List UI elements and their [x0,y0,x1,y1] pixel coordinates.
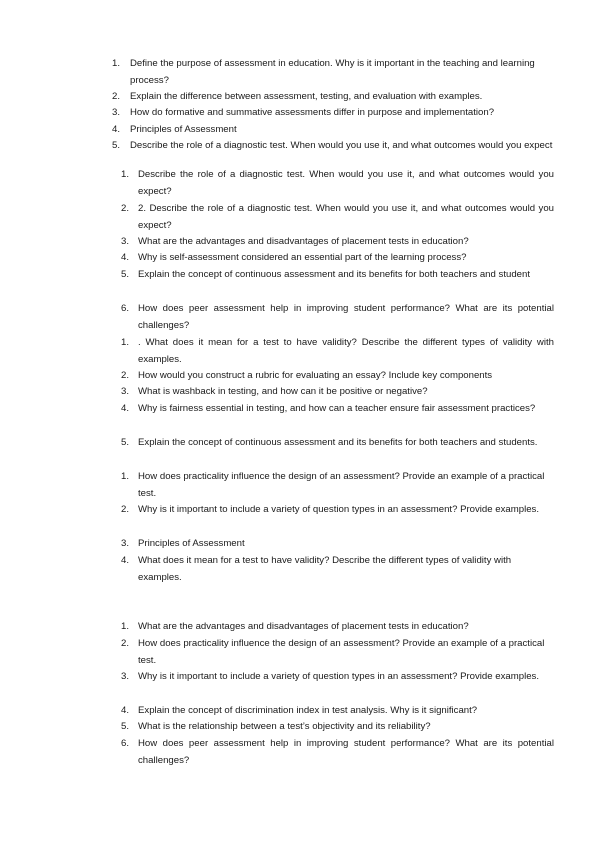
item-text: How do formative and summative assessments differ in purpose and implementation? [130,107,495,118]
item-number: 4. [112,124,121,135]
list-item [121,435,554,452]
item-number: 5. [121,721,130,732]
item-text: Principles of Assessment [130,124,237,135]
list-item [112,56,564,90]
item-text: How would you construct a rubric for evaluating an essay? Include key components [138,370,493,381]
item-text: 2. Describe the role of a diagnostic test. When would you use it, and what outcomes would you expect? [138,203,554,231]
item-text: . What does it mean for a test to have validity? Describe the different types of validity with examples. [138,337,554,365]
list-item [121,536,554,553]
item-number: 4. [121,403,130,414]
item-number: 4. [121,705,130,716]
item-text: How does peer assessment help in improving student performance? What are its potential challenges? [138,303,554,331]
item-number: 3. [112,107,121,118]
item-number: 3. [121,671,130,682]
list-item [121,703,554,720]
item-number: 3. [121,538,130,549]
item-text: Why is it important to include a variety of question types in an assessment? Provide examples. [138,504,539,515]
item-text: How does practicality influence the design of an assessment? Provide an example of a practical test. [138,471,545,499]
item-number: 5. [121,437,130,448]
item-text: What is the relationship between a test’s objectivity and its reliability? [138,721,431,732]
list-item [121,267,554,284]
list-item [121,368,554,385]
list-item [121,401,554,418]
item-text: Why is it important to include a variety of question types in an assessment? Provide examples. [138,671,539,682]
item-number: 2. [112,91,121,102]
list-item [121,502,554,519]
item-text: Why is fairness essential in testing, and how can a teacher ensure fair assessment practices? [138,403,536,414]
item-text: Principles of Assessment [138,538,245,549]
item-number: 2. [121,370,130,381]
item-text: What does it mean for a test to have validity? Describe the different types of validity with examples. [138,555,512,583]
item-text: Describe the role of a diagnostic test. When would you use it, and what outcomes would you expect [130,140,553,151]
list-item [121,335,554,369]
item-number: 6. [121,738,130,749]
list-item [121,669,554,686]
list-item [121,384,554,401]
item-text: Explain the difference between assessment, testing, and evaluation with examples. [130,91,483,102]
item-text: What are the advantages and disadvantages of placement tests in education? [138,236,469,247]
item-number: 4. [121,252,130,263]
list-item [121,201,554,235]
list-item [112,122,564,139]
item-number: 1. [121,337,130,348]
item-number: 2. [121,504,130,515]
list-item [112,138,564,155]
item-number: 6. [121,303,130,314]
list-item [112,105,564,122]
list-item [121,234,554,251]
list-item [121,736,554,770]
item-text: How does practicality influence the design of an assessment? Provide an example of a practical test. [138,638,545,666]
list-item [112,89,564,106]
item-number: 4. [121,555,130,566]
item-number: 1. [121,621,130,632]
item-text: Explain the concept of discrimination index in test analysis. Why is it significant? [138,705,478,716]
list-item [121,619,554,636]
item-text: Explain the concept of continuous assessment and its benefits for both teachers and students. [138,437,538,448]
item-text: What are the advantages and disadvantages of placement tests in education? [138,621,469,632]
list-item [121,167,554,201]
item-text: Explain the concept of continuous assessment and its benefits for both teachers and student [138,269,530,280]
item-text: What is washback in testing, and how can it be positive or negative? [138,386,428,397]
item-number: 1. [121,169,130,180]
list-item [121,469,561,503]
item-number: 1. [112,58,121,69]
list-item [121,301,554,335]
item-number: 1. [121,471,130,482]
list-item [121,250,554,267]
item-number: 3. [121,386,130,397]
item-number: 3. [121,236,130,247]
item-text: How does peer assessment help in improving student performance? What are its potential challenges? [138,738,554,766]
list-item [121,636,561,670]
list-item [121,719,554,736]
item-number: 2. [121,638,130,649]
list-item [121,553,554,587]
item-text: Describe the role of a diagnostic test. When would you use it, and what outcomes would you expect? [138,169,554,197]
item-number: 5. [121,269,130,280]
item-number: 2. [121,203,130,214]
item-text: Why is self-assessment considered an essential part of the learning process? [138,252,467,263]
item-number: 5. [112,140,121,151]
item-text: Define the purpose of assessment in education. Why is it important in the teaching and learning process? [130,58,535,86]
